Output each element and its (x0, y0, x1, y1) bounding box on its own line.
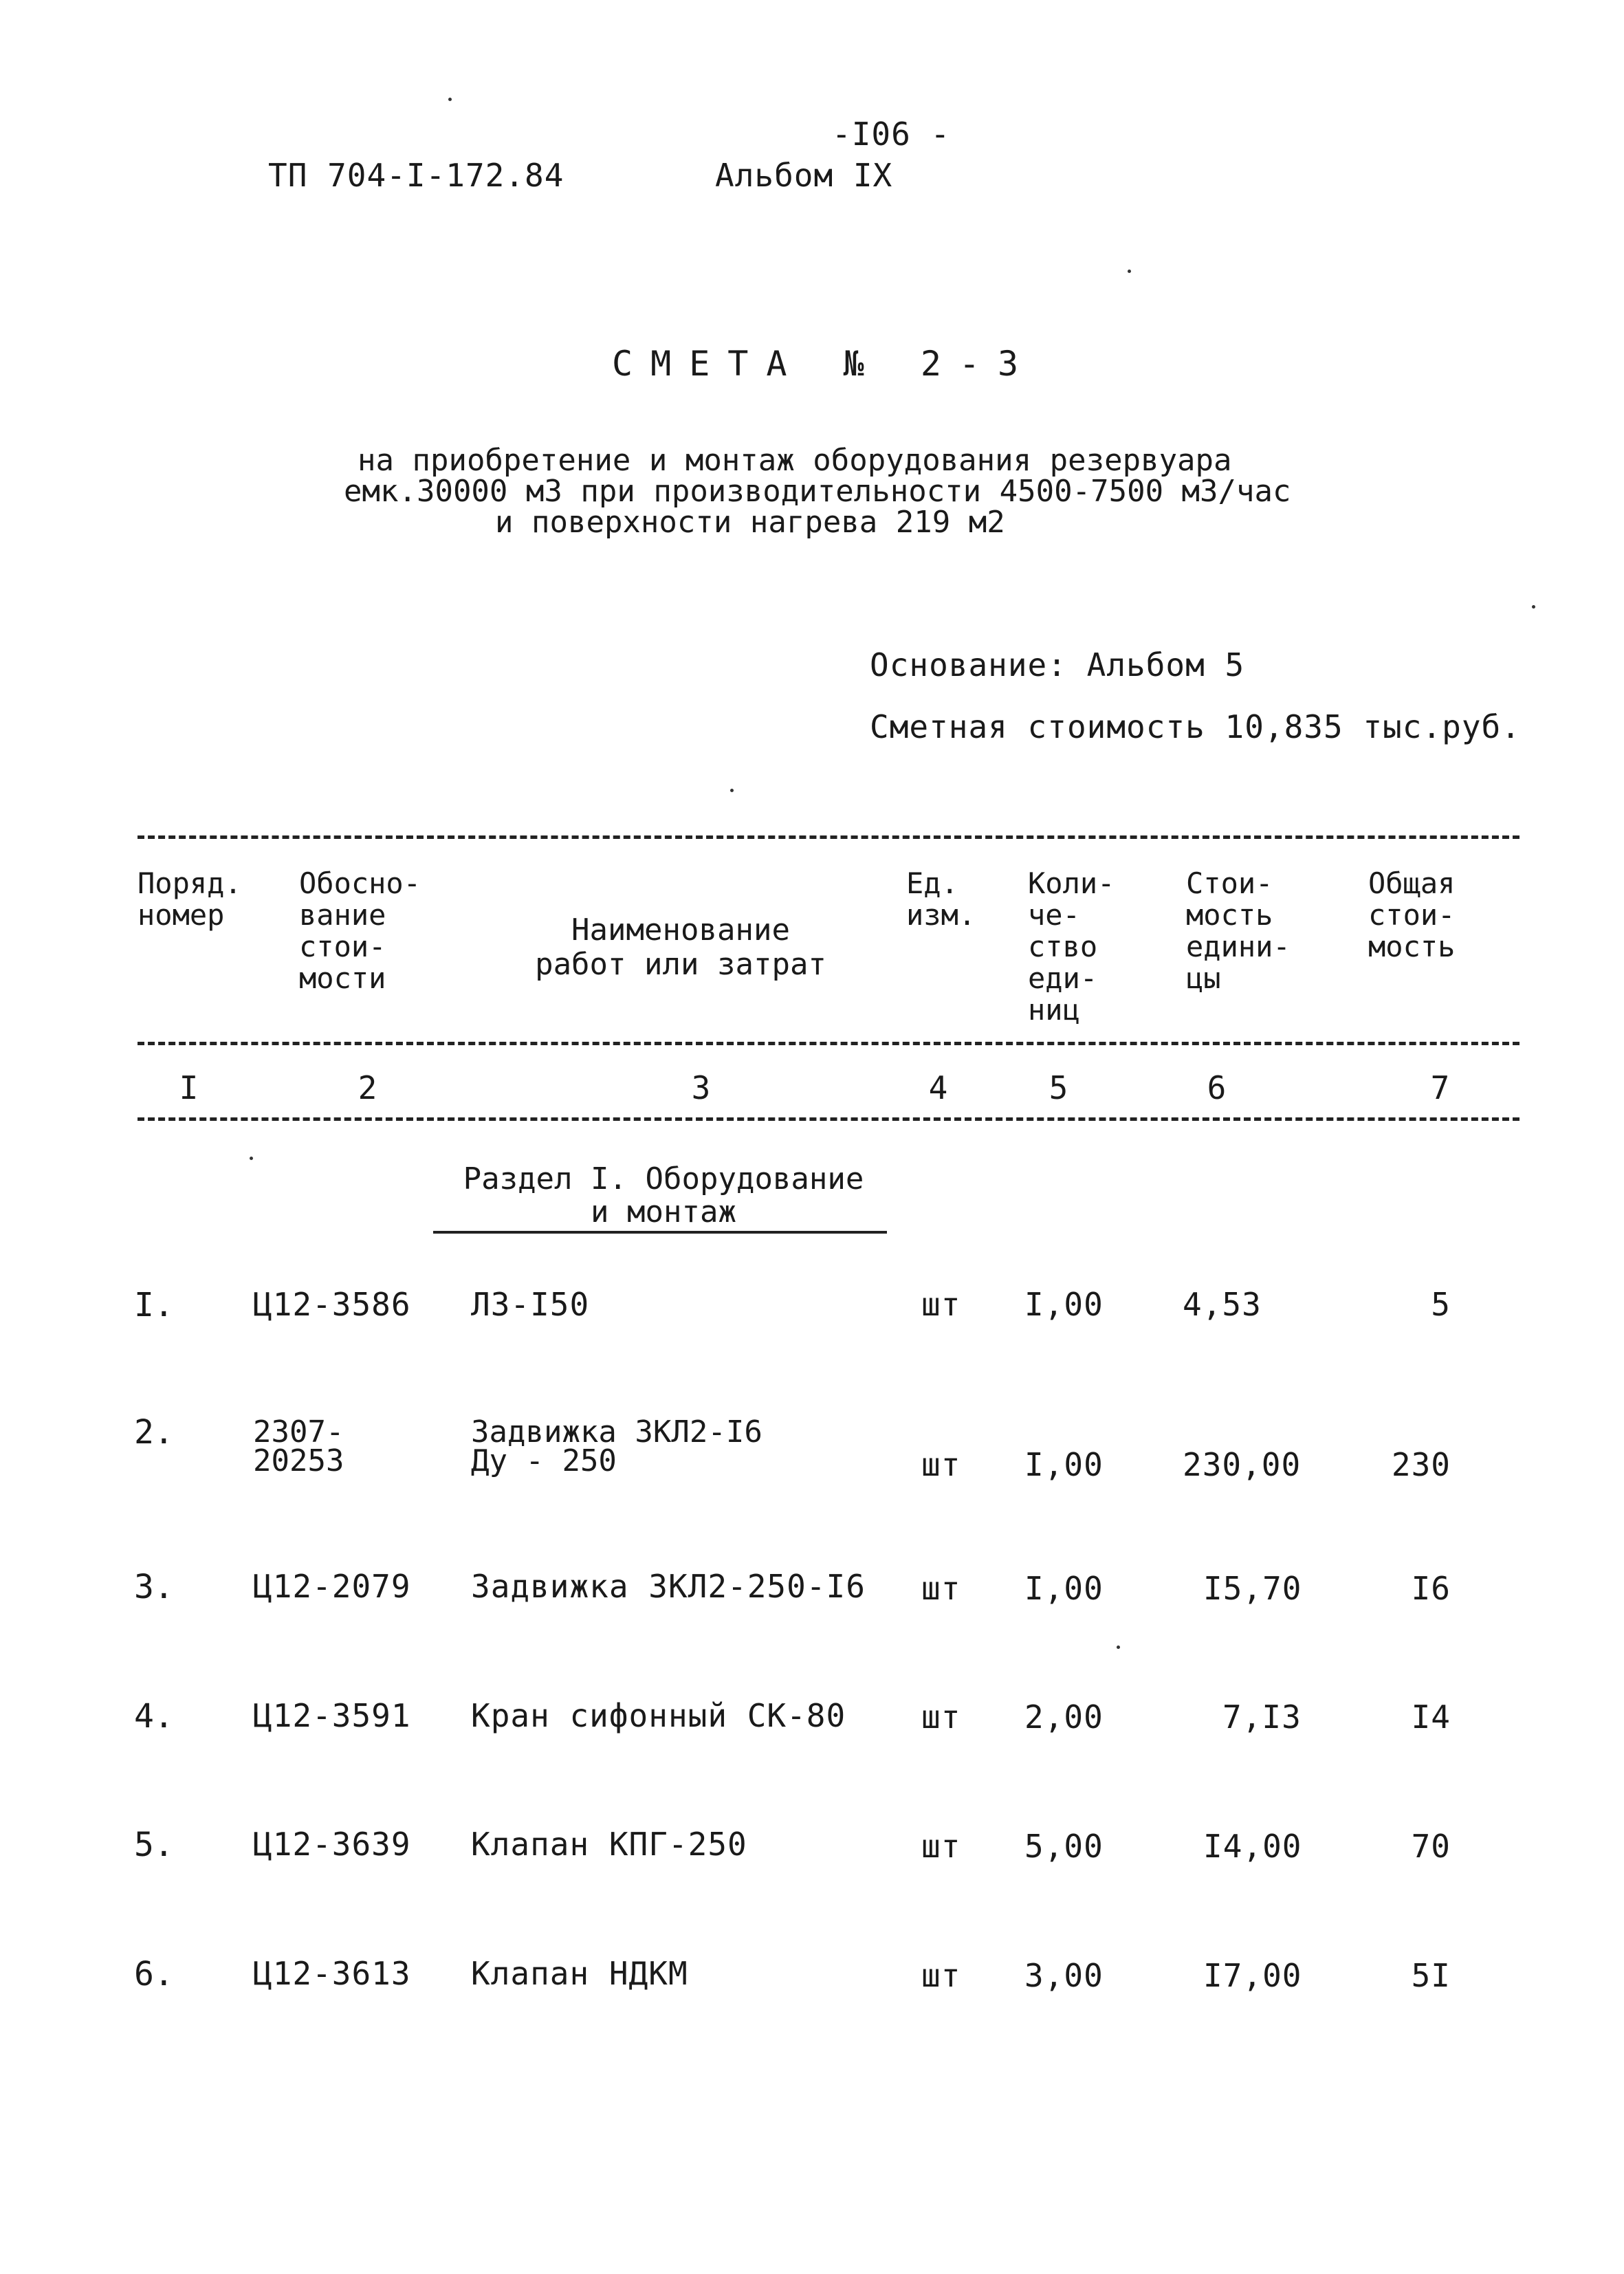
header-order-number: Поряд. номер (138, 866, 242, 932)
row-4-number: 4. (134, 1697, 174, 1736)
column-number-7: 7 (1430, 1069, 1451, 1106)
row-6-number: 6. (134, 1955, 174, 1993)
row-4-quantity: 2,00 (1024, 1698, 1104, 1736)
row-5-total: 70 (1411, 1828, 1451, 1865)
header-unit: Ед. изм. (906, 866, 976, 932)
row-1-total: 5 (1431, 1286, 1451, 1323)
column-number-6: 6 (1207, 1069, 1227, 1106)
row-3-unit: шт (921, 1570, 961, 1607)
row-2-code-line-1: 2307- (253, 1414, 344, 1450)
scan-speck (448, 98, 452, 101)
row-3-quantity: I,00 (1024, 1570, 1104, 1607)
row-1-unit: шт (921, 1286, 961, 1323)
scan-speck (1117, 1646, 1120, 1649)
row-4-name: Кран сифонный СК-80 (471, 1697, 846, 1734)
header-quantity: Коли- че- ство еди- ниц (1028, 866, 1115, 1027)
subtitle-line-2: емк.30000 м3 при производительности 4500-7500 м3/час (344, 474, 1291, 509)
row-2-name-line-2: Ду - 250 (471, 1443, 617, 1478)
scan-speck (1532, 605, 1535, 609)
row-2-unit: шт (921, 1446, 961, 1483)
row-1-number: I. (134, 1286, 174, 1324)
document-code: ТП 704-I-172.84 (268, 157, 564, 194)
row-6-name: Клапан НДКМ (471, 1955, 688, 1992)
row-5-quantity: 5,00 (1024, 1828, 1104, 1865)
header-name-of-works: Наименование работ или затрат (535, 912, 826, 982)
row-5-unit-cost: I4,00 (1203, 1828, 1302, 1865)
table-top-rule (138, 835, 1519, 839)
row-4-unit: шт (921, 1698, 961, 1736)
row-1-code: Ц12-3586 (253, 1286, 411, 1323)
estimated-cost-line: Сметная стоимость 10,835 тыс.руб. (870, 708, 1521, 745)
row-2-total: 230 (1391, 1446, 1451, 1483)
row-5-code: Ц12-3639 (253, 1826, 411, 1863)
row-4-code: Ц12-3591 (253, 1697, 411, 1734)
row-6-unit-cost: I7,00 (1203, 1957, 1302, 1994)
basis-line: Основание: Альбом 5 (870, 646, 1245, 684)
row-5-name: Клапан КПГ-250 (471, 1826, 747, 1863)
row-6-quantity: 3,00 (1024, 1957, 1104, 1994)
column-number-2: 2 (358, 1069, 378, 1106)
row-3-number: 3. (134, 1568, 174, 1606)
subtitle-line-1: на приобретение и монтаж оборудования резервуара (358, 443, 1232, 478)
row-3-total: I6 (1411, 1570, 1451, 1607)
page-number: -I06 - (832, 116, 951, 153)
row-4-unit-cost: 7,I3 (1222, 1698, 1302, 1736)
subtitle-line-3: и поверхности нагрева 219 м2 (495, 505, 1005, 540)
row-6-total: 5I (1411, 1957, 1451, 1994)
estimate-title: СМЕТА № 2-3 (612, 344, 1037, 384)
scan-speck (250, 1157, 253, 1160)
row-5-number: 5. (134, 1826, 174, 1864)
row-2-quantity: I,00 (1024, 1446, 1104, 1483)
header-bottom-rule (138, 1042, 1519, 1045)
section-title-line-1: Раздел I. Оборудование (463, 1161, 864, 1196)
row-6-unit: шт (921, 1957, 961, 1994)
header-total-cost: Общая стои- мость (1368, 866, 1456, 963)
row-2-name-line-1: Задвижка ЗКЛ2-I6 (471, 1414, 762, 1450)
column-number-5: 5 (1049, 1069, 1069, 1106)
row-2-number: 2. (134, 1413, 174, 1452)
column-number-1: I (179, 1069, 199, 1106)
section-title-line-2: и монтаж (591, 1194, 736, 1229)
section-title-underline (433, 1231, 887, 1234)
header-unit-cost: Стои- мость едини- цы (1186, 866, 1291, 995)
row-6-code: Ц12-3613 (253, 1955, 411, 1992)
row-5-unit: шт (921, 1828, 961, 1865)
row-3-unit-cost: I5,70 (1203, 1570, 1302, 1607)
column-number-3: 3 (691, 1069, 712, 1106)
row-1-name: ЛЗ-I50 (471, 1286, 590, 1323)
row-3-name: Задвижка ЗКЛ2-250-I6 (471, 1568, 866, 1605)
row-2-unit-cost: 230,00 (1183, 1446, 1302, 1483)
row-2-code-line-2: 20253 (253, 1443, 344, 1478)
header-cost-basis: Обосно- вание стои- мости (299, 866, 421, 995)
scan-speck (1128, 270, 1131, 273)
album-label: Альбом IX (715, 157, 893, 194)
column-numbers-bottom-rule (138, 1117, 1519, 1121)
row-1-quantity: I,00 (1024, 1286, 1104, 1323)
row-3-code: Ц12-2079 (253, 1568, 411, 1605)
row-1-unit-cost: 4,53 (1183, 1286, 1262, 1323)
scan-speck (730, 789, 734, 792)
row-4-total: I4 (1411, 1698, 1451, 1736)
column-number-4: 4 (928, 1069, 949, 1106)
